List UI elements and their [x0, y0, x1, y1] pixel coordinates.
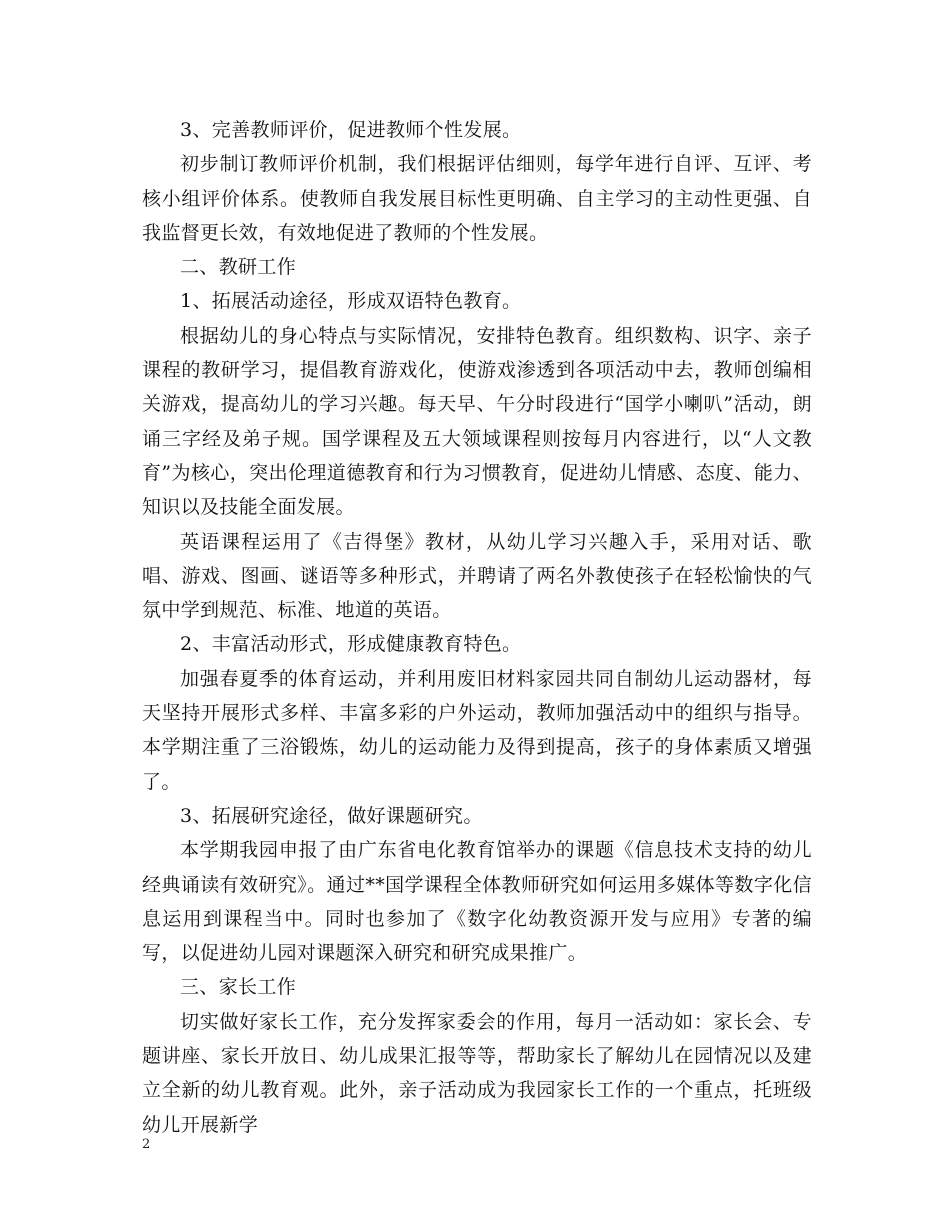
page-number: 2 [142, 1137, 151, 1152]
paragraph-teacher-evaluation: 初步制订教师评价机制，我们根据评估细则，每学年进行自评、互评、考核小组评价体系。使教师自我发展目标性更明确、自主学习的主动性更强、自我监督更长效，有效地促进了教师的个性发展。 [142, 153, 812, 244]
paragraph-subheading-3: 3、拓展研究途径，做好课题研究。 [180, 804, 483, 827]
paragraph-sports-activities: 加强春夏季的体育运动，并利用废旧材料家园共同自制幼儿运动器材，每天坚持开展形式多样、丰富多彩的户外运动，教师加强活动中的组织与指导。本学期注重了三浴锻炼，幼儿的运动能力及得到提高，孩子的身体素质又增强了。 [142, 667, 812, 793]
paragraph-subheading-2: 2、丰富活动形式，形成健康教育特色。 [180, 633, 522, 656]
document-body [142, 113, 812, 1142]
paragraph-research-project: 本学期我园申报了由广东省电化教育馆举办的课题《信息技术支持的幼儿经典诵读有效研究》。通过**国学课程全体教师研究如何运用多媒体等数字化信息运用到课程当中。同时也参加了《数字化幼教资源开发与应用》专著的编写，以促进幼儿园对课题深入研究和研究成果推广。 [142, 839, 812, 965]
paragraph-featured-education: 根据幼儿的身心特点与实际情况，安排特色教育。组织数构、识字、亲子课程的教研学习，提倡教育游戏化，使游戏渗透到各项活动中去，教师创编相关游戏，提高幼儿的学习兴趣。每天早、午分时段进行“国学小喇叭”活动，朗诵三字经及弟子规。国学课程及五大领域课程则按每月内容进行，以“人文教育”为核心，突出伦理道德教育和行为习惯教育，促进幼儿情感、态度、能力、知识以及技能全面发展。 [142, 324, 812, 519]
paragraph-parent-work: 切实做好家长工作，充分发挥家委会的作用，每月一活动如：家长会、专题讲座、家长开放日、幼儿成果汇报等等，帮助家长了解幼儿在园情况以及建立全新的幼儿教育观。此外，亲子活动成为我园家长工作的一个重点，托班级幼儿开展新学 [142, 1010, 812, 1136]
section-heading-teaching-research: 二、教研工作 [180, 256, 297, 279]
paragraph-english-curriculum: 英语课程运用了《吉得堡》教材，从幼儿学习兴趣入手，采用对话、歌唱、游戏、图画、谜语等多种形式，并聘请了两名外教使孩子在轻松愉快的气氛中学到规范、标准、地道的英语。 [142, 530, 812, 622]
paragraph-section-3-heading: 3、完善教师评价，促进教师个性发展。 [180, 119, 522, 141]
paragraph-subheading-1: 1、拓展活动途径，形成双语特色教育。 [180, 290, 522, 313]
section-heading-parent-work: 三、家长工作 [180, 976, 297, 999]
